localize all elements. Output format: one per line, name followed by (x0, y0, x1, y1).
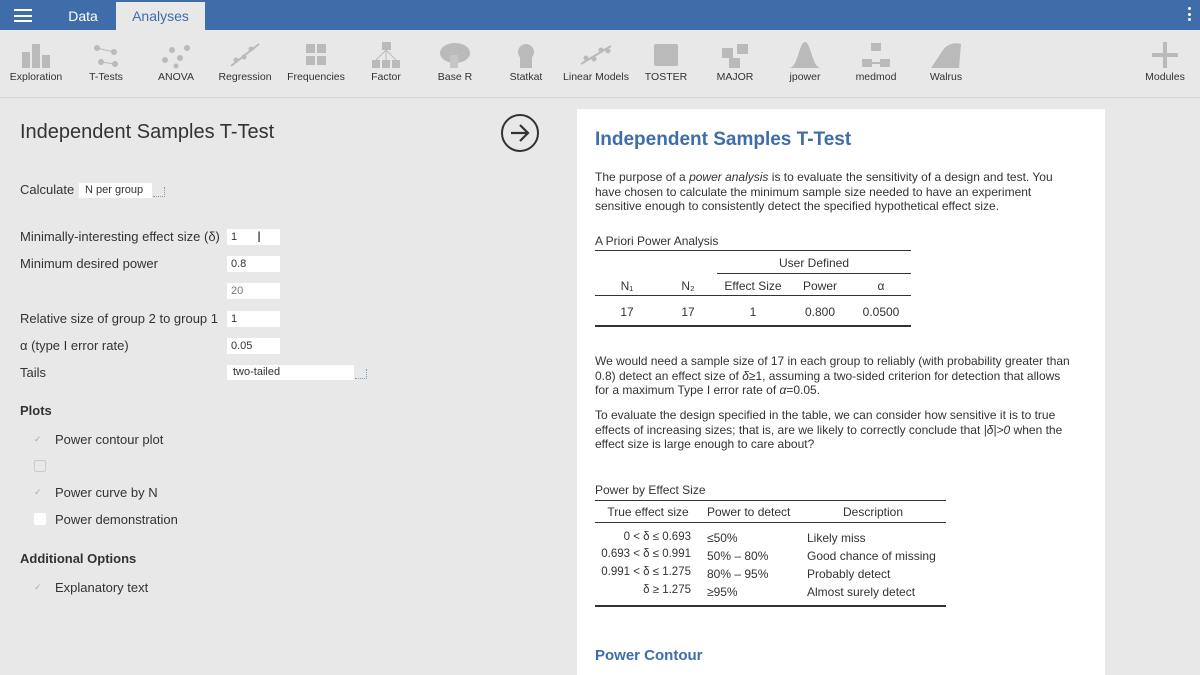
power-by-effect-title: Power by Effect Size (595, 483, 706, 497)
statkat-icon (509, 40, 543, 70)
ribbon-walrus[interactable]: Walrus (912, 30, 980, 98)
options-panel: Independent Samples T-Test Calculate N per group Minimally-interesting effect size (δ) 1 Ⅰ Minimum desired power 0.8 20 Relative size of group 2 to group 1 1 α (type I error rate) 0.05 Tails two-tailed Plots ✓ Power contour plot ✓ Power curve by N Power demonstration Additional Options ✓ Explanatory text (0, 99, 560, 675)
check-icon: ✓ (34, 487, 42, 497)
col-header: Power (802, 279, 837, 293)
power-contour-title: Power Contour (595, 647, 703, 664)
table-cell: 0.693 < δ ≤ 0.991 (601, 548, 691, 560)
sensitivity-paragraph: To evaluate the design specified in the table, we can consider how sensitive it is to true effects of increasing sizes; that is, are we likely to correctly conclude that |δ|>0 when the effect size is large enough to care about? (595, 408, 1063, 451)
user-defined-header: User Defined (778, 256, 850, 270)
tab-analyses[interactable]: Analyses (116, 2, 205, 30)
ribbon-factor[interactable]: Factor (354, 30, 418, 98)
table-cell: ≥95% (707, 585, 738, 599)
check-icon: ✓ (34, 434, 42, 444)
alpha-label: α (type I error rate) (20, 338, 129, 353)
table-rule (717, 273, 911, 274)
results-panel (577, 109, 1105, 675)
ribbon-statkat[interactable]: Statkat (492, 30, 560, 98)
ratio-input[interactable] (227, 311, 280, 327)
exploration-icon (19, 40, 53, 70)
table-rule (595, 522, 946, 523)
table-cell: Almost surely detect (807, 585, 916, 599)
table-cell: 17 (681, 305, 695, 319)
additional-options-heading: Additional Options (20, 551, 137, 566)
check-icon: ✓ (34, 582, 42, 592)
tab-data[interactable]: Data (68, 8, 98, 24)
table-cell: 80% – 95% (707, 567, 769, 581)
table-cell: 0.800 (804, 305, 836, 319)
table-cell: 0 < δ ≤ 0.693 (623, 531, 691, 543)
col-header: N₁ (620, 279, 634, 293)
ribbon-exploration[interactable]: Exploration (0, 30, 72, 98)
jpower-icon (788, 40, 822, 70)
ratio-label: Relative size of group 2 to group 1 (20, 311, 219, 326)
sample-size-paragraph: We would need a sample size of 17 in each group to reliably (with probability greater than 0.8) detect an effect size of δ≥1, assuming a two-sided criterion for detection that allows for a maximum Type I error rate of α=0.05. (595, 354, 1070, 397)
alpha-input[interactable] (227, 338, 280, 354)
ribbon-base-r[interactable]: Base R (418, 30, 492, 98)
more-options-icon[interactable] (1188, 7, 1192, 23)
run-analysis-button[interactable] (501, 114, 539, 152)
ribbon-frequencies[interactable]: Frequencies (278, 30, 354, 98)
calculate-select[interactable]: N per group (79, 183, 152, 198)
table-cell: 0.991 < δ ≤ 1.275 (601, 566, 691, 578)
effect-size-label: Minimally-interesting effect size (δ) (20, 229, 220, 244)
table-cell: ≤50% (707, 531, 738, 545)
checkbox-icon (34, 460, 46, 472)
regression-icon (228, 40, 262, 70)
calculate-label: Calculate (20, 182, 75, 197)
table-cell: Good chance of missing (807, 549, 936, 563)
table-cell: 1 (749, 305, 757, 319)
table-cell: Probably detect (807, 567, 891, 581)
checkbox-icon (34, 513, 46, 525)
effect-size-input[interactable] (227, 229, 280, 245)
tails-label: Tails (20, 365, 47, 380)
power-label: Minimum desired power (20, 256, 158, 271)
table-cell: 17 (620, 305, 634, 319)
ttests-icon (89, 40, 123, 70)
dropdown-arrow-icon[interactable] (355, 369, 367, 379)
plus-icon (1148, 40, 1182, 70)
menu-icon[interactable] (14, 9, 32, 22)
arrow-right-icon (509, 122, 531, 144)
table-cell: 50% – 80% (707, 549, 769, 563)
ribbon-medmod[interactable]: medmod (840, 30, 912, 98)
dropdown-arrow-icon[interactable] (153, 187, 165, 197)
table-cell: 0.0500 (862, 305, 900, 319)
table-rule (595, 295, 911, 296)
n-input[interactable] (227, 283, 280, 299)
anova-icon (159, 40, 193, 70)
top-bar (0, 0, 1200, 30)
base-r-icon (438, 40, 472, 70)
analysis-title: Independent Samples T-Test (20, 121, 275, 143)
major-icon (718, 40, 752, 70)
ribbon-major[interactable]: MAJOR (700, 30, 770, 98)
col-header: True effect size (607, 505, 689, 519)
ribbon-ttests[interactable]: T-Tests (72, 30, 140, 98)
toster-icon (649, 40, 683, 70)
walrus-icon (929, 40, 963, 70)
text-cursor-icon: Ⅰ (257, 229, 262, 245)
frequencies-icon (299, 40, 333, 70)
factor-icon (369, 40, 403, 70)
table-rule (595, 250, 911, 251)
ribbon-linear-models[interactable]: Linear Models (560, 30, 632, 98)
tails-select[interactable]: two-tailed (227, 365, 354, 380)
col-header: Description (842, 505, 904, 519)
col-header: Power to detect (707, 505, 791, 519)
ribbon-toster[interactable]: TOSTER (632, 30, 700, 98)
ribbon-regression[interactable]: Regression (212, 30, 278, 98)
intro-paragraph: The purpose of a power analysis is to evaluate the sensitivity of a design and test. You have chosen to calculate the minimum sample size needed to have an experiment sensitive enough to consistently detect the specified hypothetical effect size. (595, 170, 1053, 213)
apriori-table-title: A Priori Power Analysis (595, 234, 719, 248)
analyses-ribbon (0, 30, 1200, 98)
col-header: N₂ (681, 279, 695, 293)
ribbon-anova[interactable]: ANOVA (140, 30, 212, 98)
table-rule (595, 605, 946, 607)
col-header: Effect Size (724, 279, 782, 293)
col-header: α (877, 279, 885, 293)
plots-heading: Plots (20, 403, 52, 418)
medmod-icon (859, 40, 893, 70)
table-cell: δ ≥ 1.275 (643, 584, 691, 596)
ribbon-modules[interactable]: Modules (1136, 30, 1194, 98)
results-title: Independent Samples T-Test (595, 129, 852, 150)
table-rule (595, 500, 946, 501)
table-cell: Likely miss (807, 531, 866, 545)
ribbon-jpower[interactable]: jpower (770, 30, 840, 98)
linear-models-icon (579, 40, 613, 70)
power-input[interactable] (227, 256, 280, 272)
table-rule (595, 325, 911, 327)
